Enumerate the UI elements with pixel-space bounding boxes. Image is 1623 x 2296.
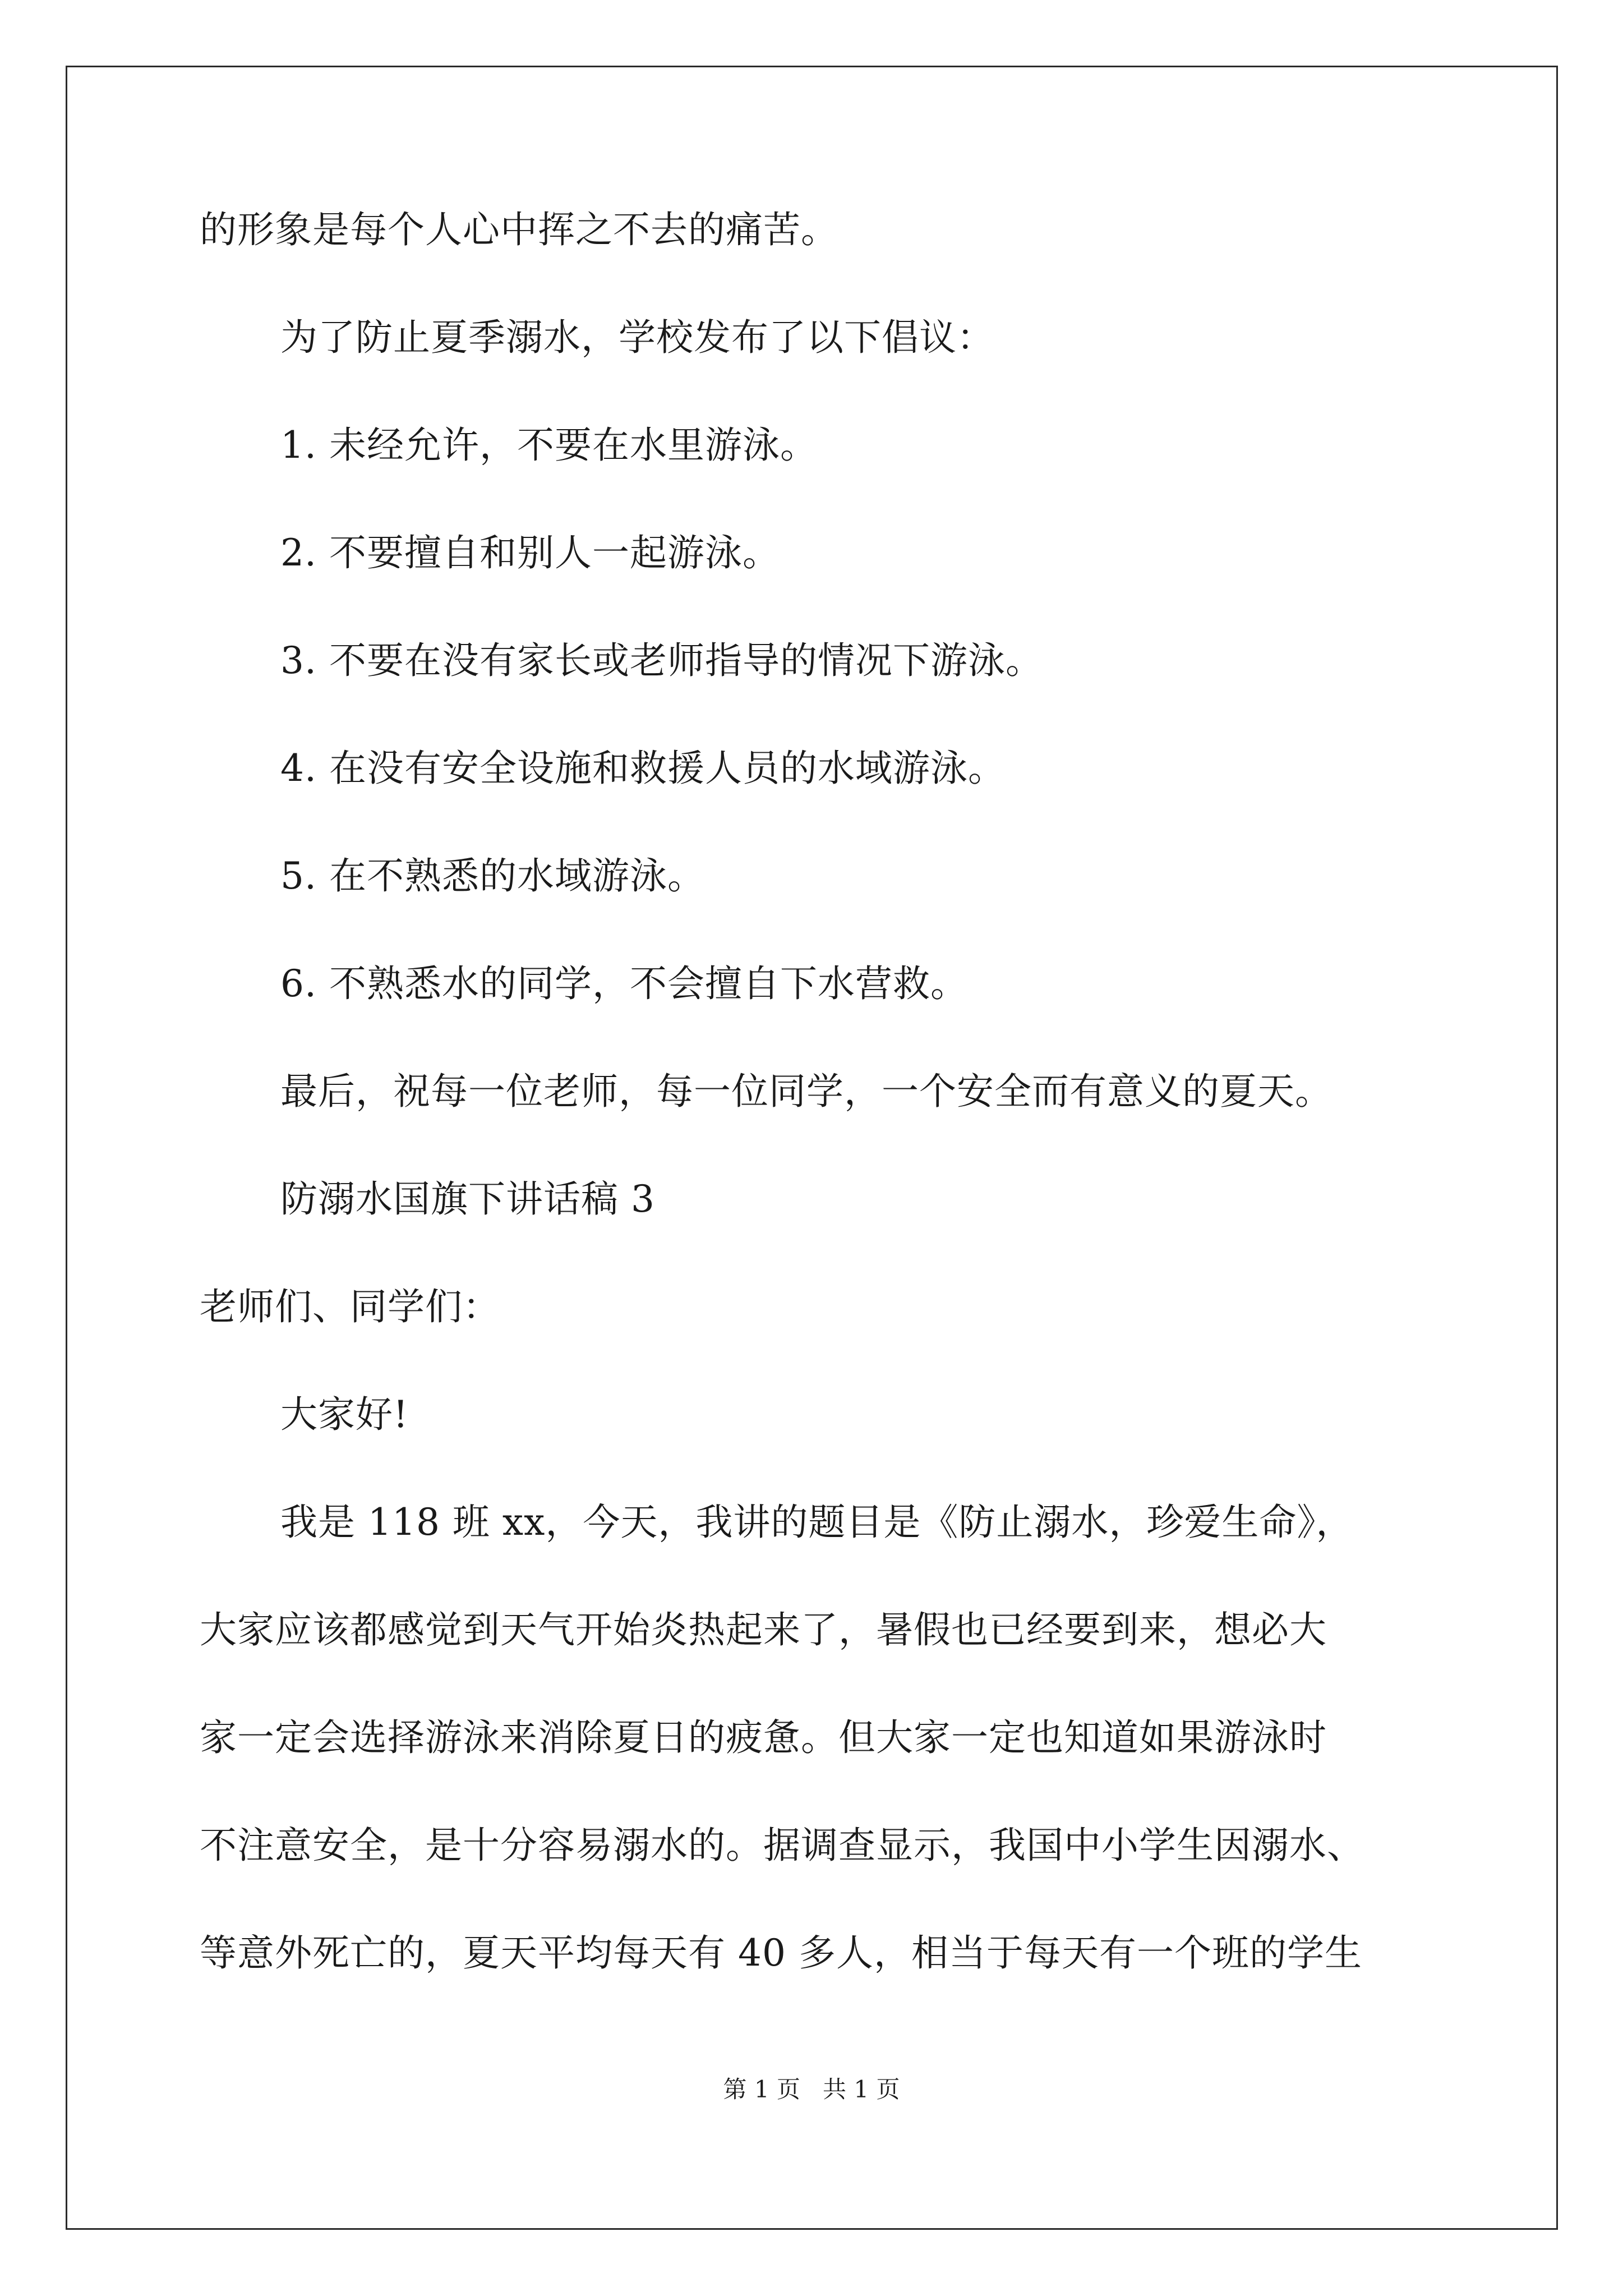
- paragraph-line: 最后，祝每一位老师，每一位同学，一个安全而有意义的夏天。: [280, 1070, 1332, 1113]
- paragraph-line: 不注意安全，是十分容易溺水的。据调查显示，我国中小学生因溺水、: [200, 1824, 1364, 1867]
- list-item-6: 6. 不熟悉水的同学，不会擅自下水营救。: [280, 962, 968, 1005]
- list-item-3: 3. 不要在没有家长或老师指导的情况下游泳。: [280, 639, 1043, 682]
- list-item-2: 2. 不要擅自和别人一起游泳。: [280, 531, 780, 574]
- paragraph-line: 家一定会选择游泳来消除夏日的疲惫。但大家一定也知道如果游泳时: [200, 1716, 1327, 1759]
- greeting: 大家好!: [280, 1393, 409, 1436]
- page-number-footer: 第 1 页 共 1 页: [723, 2076, 900, 2103]
- paragraph-line: 我是 118 班 xx，今天，我讲的题目是《防止溺水，珍爱生命》，: [280, 1501, 1354, 1544]
- list-item-4: 4. 在没有安全设施和救援人员的水域游泳。: [280, 747, 1006, 790]
- list-item-5: 5. 在不熟悉的水域游泳。: [280, 854, 705, 898]
- page-border: [66, 66, 1558, 2230]
- paragraph-line: 的形象是每个人心中挥之不去的痛苦。: [200, 208, 838, 251]
- list-item-1: 1. 未经允许，不要在水里游泳。: [280, 424, 818, 467]
- paragraph-line: 等意外死亡的，夏天平均每天有 40 多人，相当于每天有一个班的学生: [200, 1931, 1362, 1975]
- section-title: 防溺水国旗下讲话稿 3: [280, 1177, 655, 1221]
- paragraph-line: 大家应该都感觉到天气开始炎热起来了，暑假也已经要到来，想必大: [200, 1608, 1327, 1651]
- salutation: 老师们、同学们：: [200, 1285, 500, 1328]
- paragraph-line: 为了防止夏季溺水，学校发布了以下倡议：: [280, 316, 994, 359]
